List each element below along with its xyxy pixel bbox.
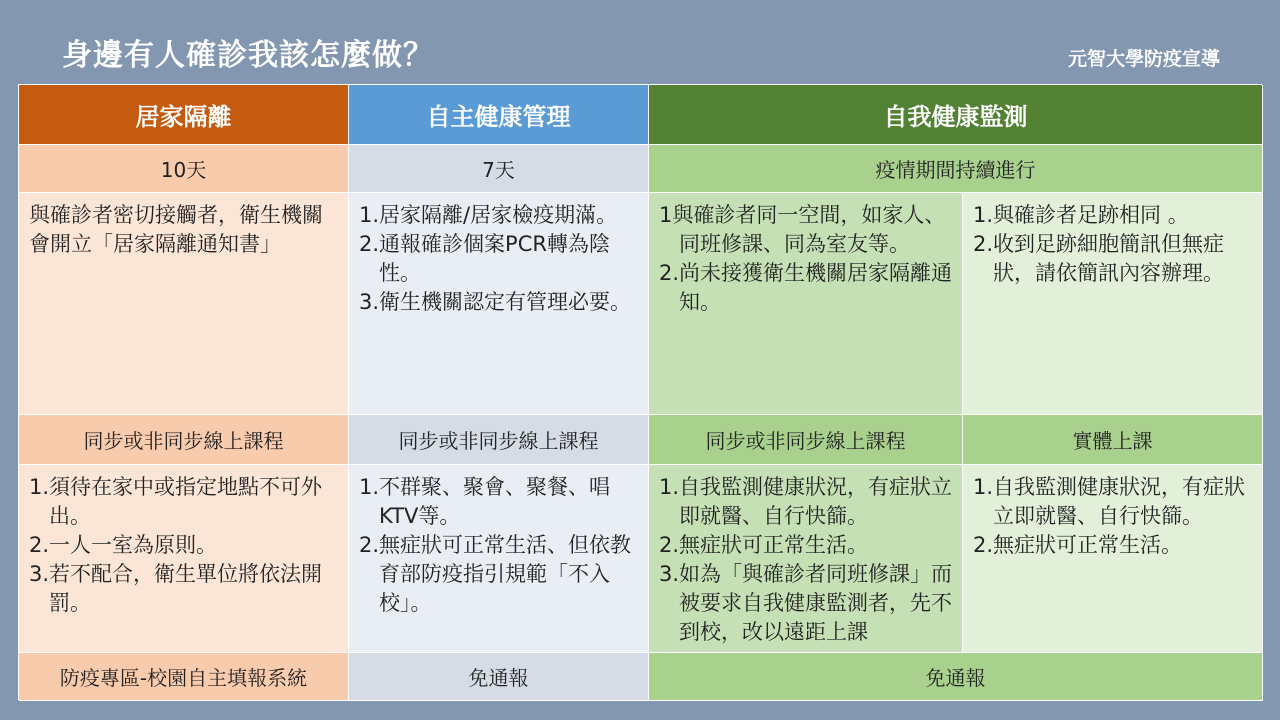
rules-home-isolation bbox=[19, 465, 349, 653]
list-item: 1.不群聚、聚會、聚餐、唱KTV等。 bbox=[359, 475, 611, 528]
duration-self-management: 7天 bbox=[349, 145, 649, 193]
rules-monitoring-b bbox=[963, 465, 1263, 653]
list-item: 1.與確診者足跡相同 。 bbox=[973, 203, 1189, 227]
course-monitoring-a: 同步或非同步線上課程 bbox=[649, 415, 963, 465]
list-item: 2.尚未接獲衛生機關居家隔離通知。 bbox=[659, 261, 953, 314]
list-item: 1.居家隔離/居家檢疫期滿。 bbox=[359, 203, 618, 227]
list-item: 2.通報確診個案PCR轉為陰性。 bbox=[359, 232, 610, 285]
quarantine-comparison-table bbox=[18, 84, 1262, 700]
rules-monitoring-a bbox=[649, 465, 963, 653]
header-self-health-monitoring: 自我健康監測 bbox=[649, 85, 1263, 145]
list-item: 3.衛生機關認定有管理必要。 bbox=[359, 290, 632, 314]
report-self-management: 免通報 bbox=[349, 653, 649, 701]
organization-label: 元智大學防疫宣導 bbox=[1067, 48, 1220, 70]
course-home-isolation: 同步或非同步線上課程 bbox=[19, 415, 349, 465]
who-home-isolation bbox=[19, 193, 349, 415]
report-monitoring: 免通報 bbox=[649, 653, 1263, 701]
header-home-isolation: 居家隔離 bbox=[19, 85, 349, 145]
who-monitoring-b bbox=[963, 193, 1263, 415]
list-item: 1.須待在家中或指定地點不可外出。 bbox=[29, 475, 323, 528]
duration-home-isolation: 10天 bbox=[19, 145, 349, 193]
report-home-isolation: 防疫專區-校園自主填報系統 bbox=[19, 653, 349, 701]
list-item: 1與確診者同一空間，如家人、同班修課、同為室友等。 bbox=[659, 203, 946, 256]
rules-self-management bbox=[349, 465, 649, 653]
list-item: 1.自我監測健康狀況，有症狀立即就醫、自行快篩。 bbox=[973, 475, 1246, 528]
duration-monitoring: 疫情期間持續進行 bbox=[649, 145, 1263, 193]
list-item: 2.無症狀可正常生活、但依教育部防疫指引規範「不入校」。 bbox=[359, 533, 632, 615]
list-item: 2.無症狀可正常生活。 bbox=[659, 533, 869, 557]
who-home-isolation-text: 與確診者密切接觸者，衛生機關會開立「居家隔離通知書」 bbox=[29, 203, 323, 256]
list-item: 2.一人一室為原則。 bbox=[29, 533, 218, 557]
header-self-health-management: 自主健康管理 bbox=[349, 85, 649, 145]
list-item: 3.如為「與確診者同班修課」而被要求自我健康監測者，先不到校，改以遠距上課 bbox=[659, 562, 953, 644]
page-title: 身邊有人確診我該怎麼做？ bbox=[62, 38, 434, 73]
who-monitoring-a bbox=[649, 193, 963, 415]
list-item: 1.自我監測健康狀況，有症狀立即就醫、自行快篩。 bbox=[659, 475, 953, 528]
course-self-management: 同步或非同步線上課程 bbox=[349, 415, 649, 465]
who-self-management bbox=[349, 193, 649, 415]
list-item: 3.若不配合，衛生單位將依法開罰。 bbox=[29, 562, 323, 615]
course-monitoring-b: 實體上課 bbox=[963, 415, 1263, 465]
list-item: 2.收到足跡細胞簡訊但無症狀，請依簡訊內容辦理。 bbox=[973, 232, 1225, 285]
list-item: 2.無症狀可正常生活。 bbox=[973, 533, 1183, 557]
